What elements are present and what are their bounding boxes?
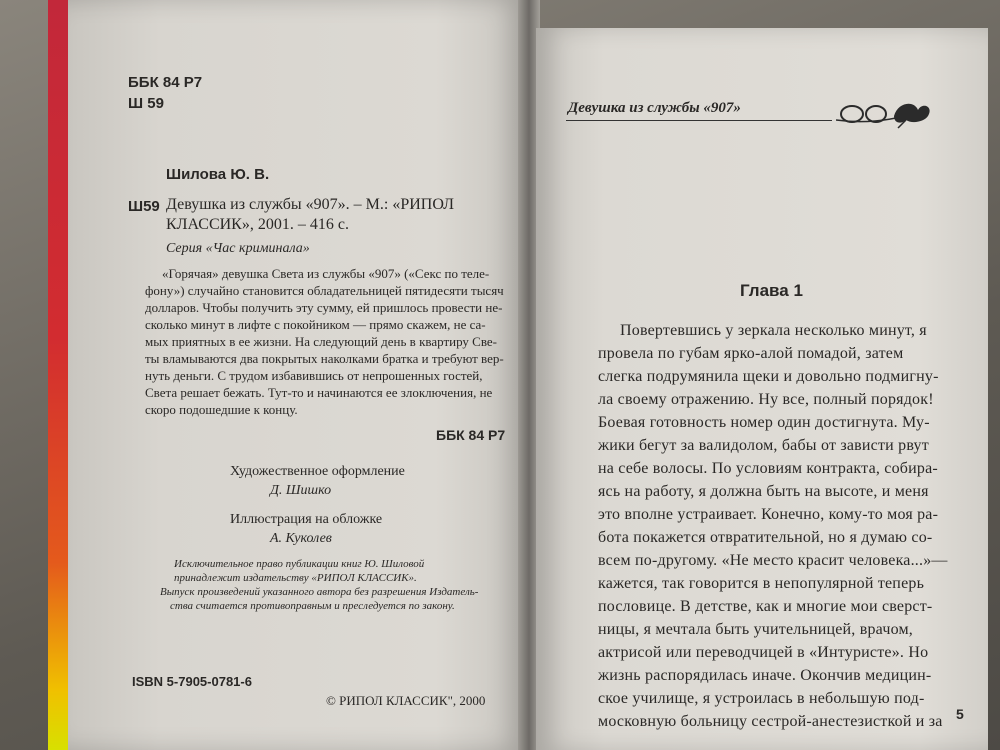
rights-line: принадлежит издательству «РИПОЛ КЛАССИК». <box>174 572 417 584</box>
chapter-title: Глава 1 <box>740 281 803 300</box>
page-number: 5 <box>956 706 964 722</box>
entry-code: Ш59 <box>128 198 160 215</box>
header-rule <box>566 120 832 121</box>
body-line: ясь на работу, я должна быть на высоте, и меня <box>598 483 929 500</box>
bbk-code: ББК 84 Р7 <box>128 74 203 91</box>
body-line: слегка подрумянила щеки и довольно подмигну- <box>598 368 939 385</box>
body-line: кажется, так говорится в непопулярной теперь <box>598 575 925 592</box>
body-line: всем по-другому. «Не место красит человека...»— <box>598 552 948 569</box>
art-design-name: Д. Шишко <box>270 483 332 498</box>
body-line: ское училище, я устроилась в небольшую под- <box>598 690 925 707</box>
body-line: жики бегут за валидолом, бабы от зависти рвут <box>598 437 929 454</box>
bbk-right: ББК 84 Р7 <box>436 427 506 443</box>
body-line: это вполне устраивает. Конечно, кому-то моя ра- <box>598 506 939 523</box>
body-line: пословице. В детстве, как и многие мои сверст- <box>598 598 933 615</box>
body-line: Повертевшись у зеркала несколько минут, я <box>620 322 927 339</box>
entry-line-2: КЛАССИК», 2001. – 416 с. <box>166 216 349 233</box>
annotation-line: скоро подошедшие к концу. <box>145 402 298 417</box>
annotation-line: ты вламываются два покрытых наколками братка и требуют вер- <box>145 351 504 366</box>
index-code: Ш 59 <box>128 95 164 112</box>
annotation-line: мых приятных в ее жизни. На следующий день в квартиру Све- <box>145 334 497 349</box>
rights-line: Исключительное право публикации книг Ю. Шиловой <box>174 558 425 570</box>
entry-line-1: Девушка из службы «907». – М.: «РИПОЛ <box>166 196 454 213</box>
body-line: актрисой или переводчицей в «Интуристе». Но <box>598 644 929 661</box>
cover-illustration-label: Иллюстрация на обложке <box>230 512 383 527</box>
running-header: Девушка из службы «907» <box>568 100 741 116</box>
isbn: ISBN 5-7905-0781-6 <box>132 674 252 689</box>
body-line: провела по губам ярко-алой помадой, затем <box>598 345 904 362</box>
body-line: ла своему отражению. Ну все, полный порядок! <box>598 391 934 408</box>
body-line: московную больницу сестрой-анестезисткой и за <box>598 713 943 730</box>
body-line: жизнь распорядилась иначе. Окончив медицин- <box>598 667 932 684</box>
annotation-line: «Горячая» девушка Света из службы «907» («Секс по теле- <box>162 266 490 281</box>
body-line: ницы, я мечтала быть учительницей, врачом, <box>598 621 913 638</box>
rights-line: Выпуск произведений указанного автора без разрешения Издатель- <box>160 586 479 598</box>
art-design-label: Художественное оформление <box>230 464 405 479</box>
rights-line: ства считается противоправным и преследуется по закону. <box>170 600 455 612</box>
annotation-line: нуть деньги. С трудом избавившись от непрошенных гостей, <box>145 368 483 383</box>
copyright: © РИПОЛ КЛАССИК", 2000 <box>326 693 486 708</box>
ornament-icon <box>836 96 936 130</box>
cover-illustration-name: А. Куколев <box>270 531 332 546</box>
body-line: Боевая готовность номер один достигнута. Му- <box>598 414 930 431</box>
right-page <box>536 28 988 750</box>
annotation-line: долларов. Чтобы получить эту сумму, ей пришлось провести не- <box>145 300 503 315</box>
annotation-line: Света решает бежать. Тут-то и начинаются ее злоключения, не <box>145 385 493 400</box>
author-name: Шилова Ю. В. <box>166 166 270 183</box>
annotation-line: фону») случайно становится обладательницей пятидесяти тысяч <box>145 283 504 298</box>
series-line: Серия «Час криминала» <box>166 241 310 256</box>
annotation-line: сколько минут в лифте с покойником — прямо скажем, не са- <box>145 317 486 332</box>
body-line: бота покажется отвратительной, но я думаю со- <box>598 529 933 546</box>
body-line: на себе волосы. По условиям контракта, собира- <box>598 460 938 477</box>
